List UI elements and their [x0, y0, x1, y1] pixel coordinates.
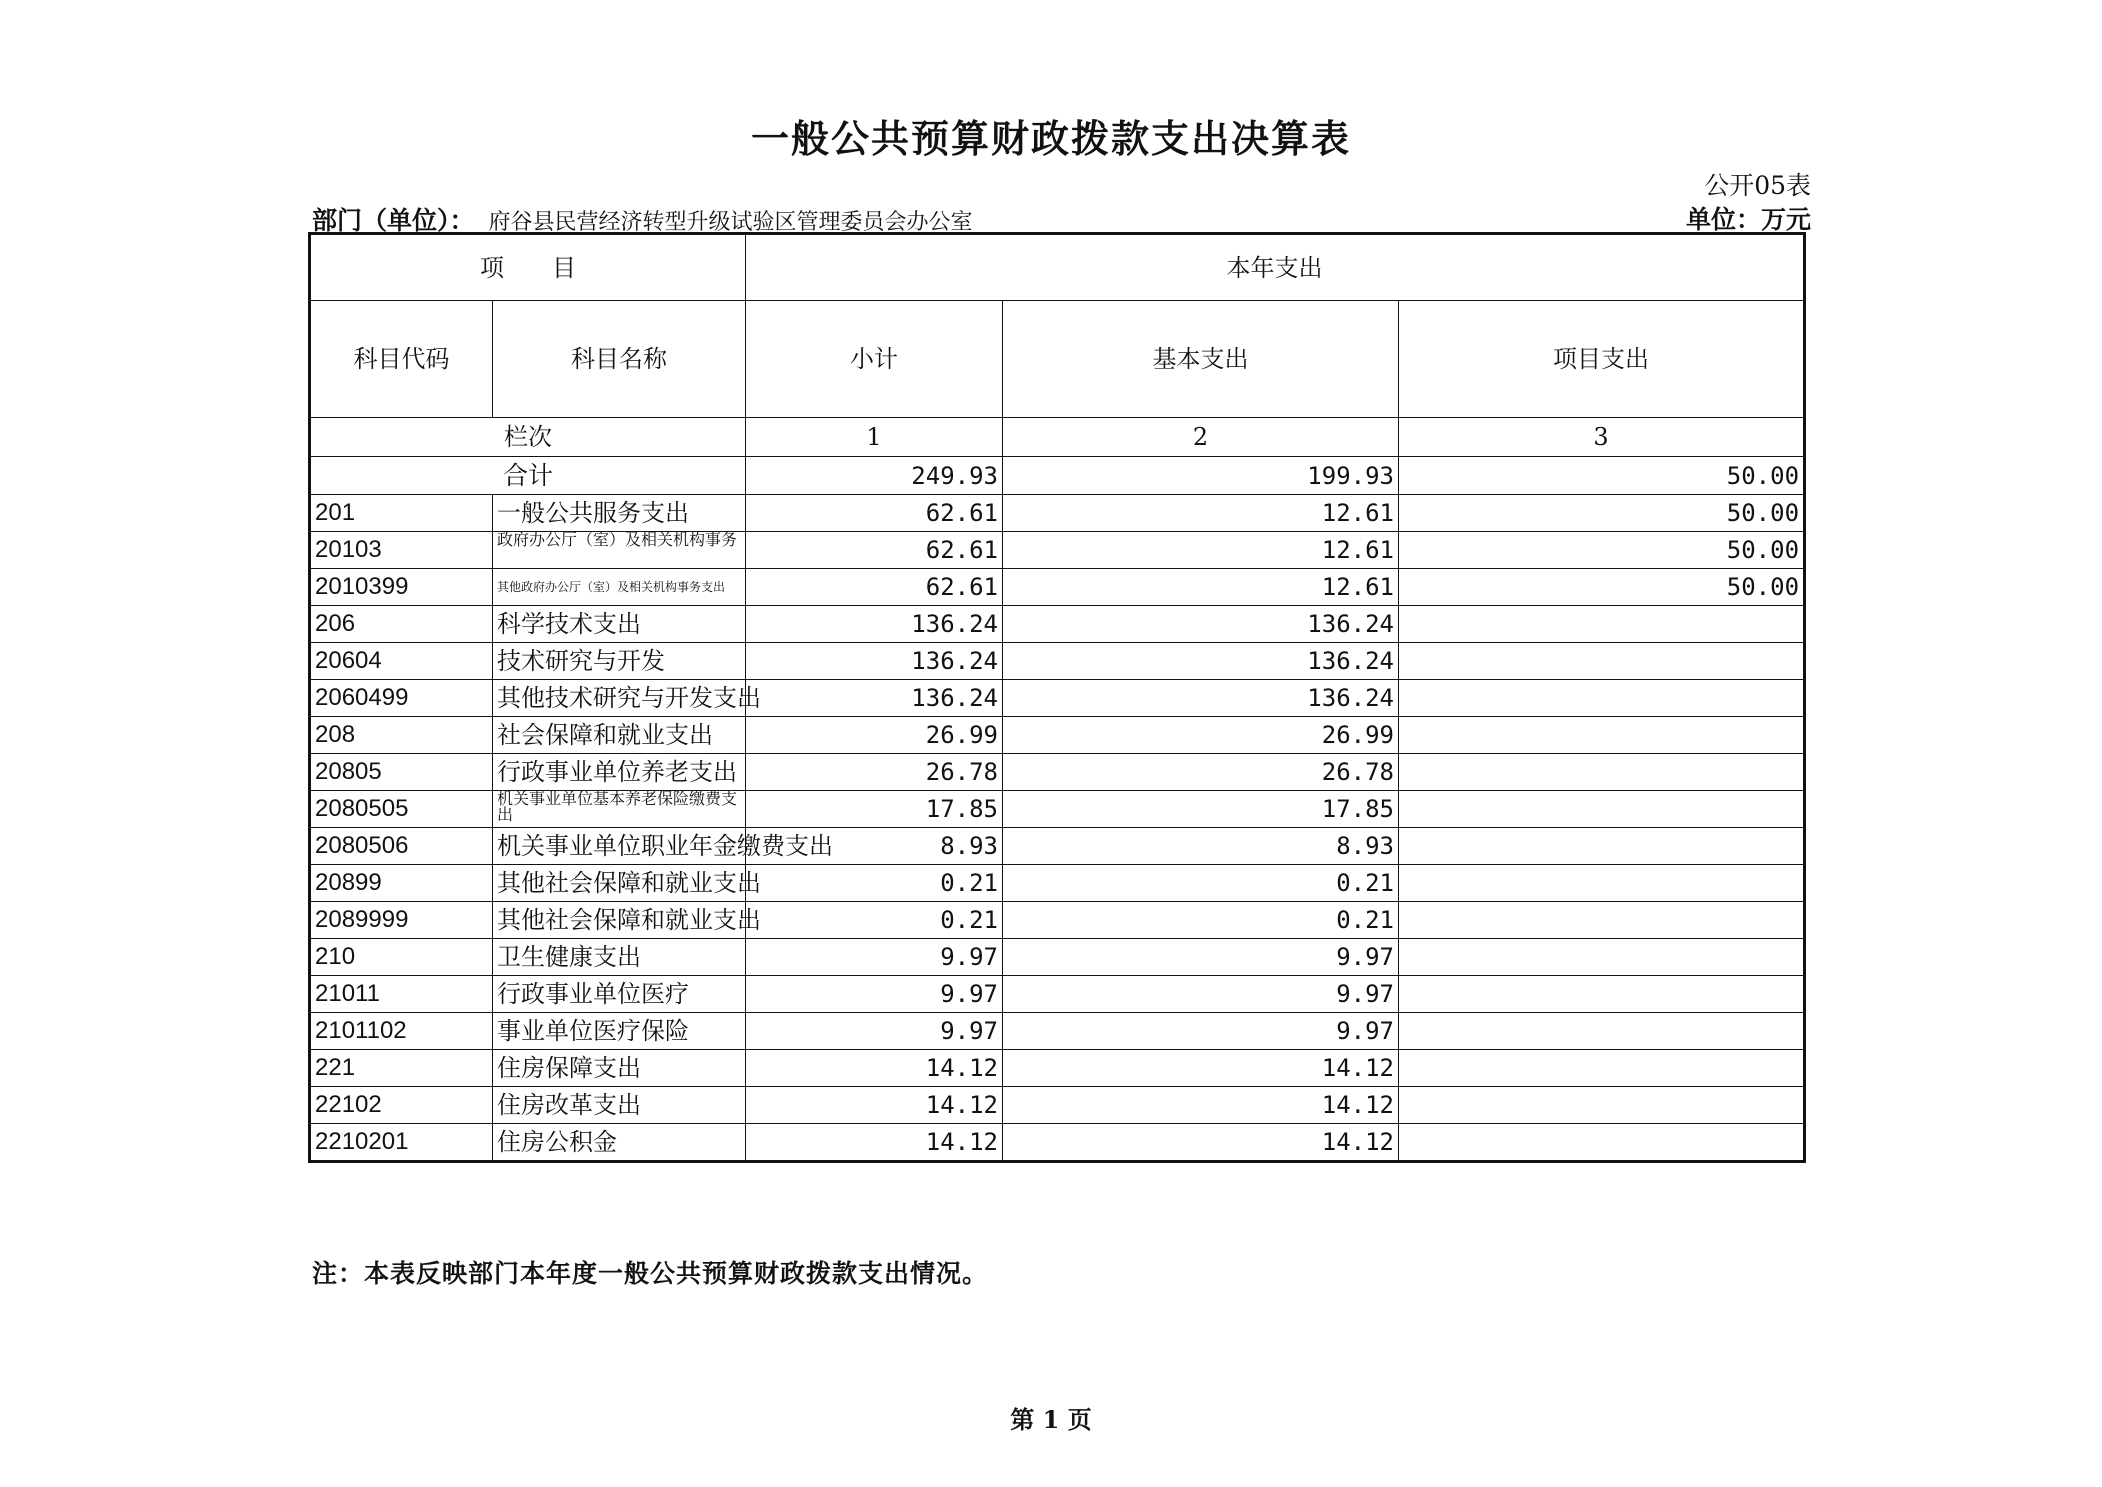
row-subtotal: 136.24	[746, 643, 1003, 680]
department-label: 部门（单位）：	[312, 206, 475, 235]
row-name: 其他技术研究与开发支出	[493, 680, 746, 717]
row-basic: 8.93	[1003, 828, 1399, 865]
row-project	[1399, 643, 1805, 680]
row-code: 20604	[310, 643, 493, 680]
row-project	[1399, 606, 1805, 643]
row-name: 其他政府办公厅（室）及相关机构事务支出	[493, 569, 746, 606]
footnote: 注：本表反映部门本年度一般公共预算财政拨款支出情况。	[312, 1259, 989, 1288]
row-code: 208	[310, 717, 493, 754]
row-basic: 12.61	[1003, 495, 1399, 532]
document-title: 一般公共预算财政拨款支出决算表	[750, 116, 1351, 161]
row-basic: 9.97	[1003, 939, 1399, 976]
total-row	[310, 457, 1805, 495]
row-code: 2010399	[310, 569, 493, 606]
row-basic: 12.61	[1003, 532, 1399, 569]
form-number: 公开05表	[1704, 171, 1811, 200]
column-header-project: 项目支出	[1399, 301, 1805, 418]
row-name: 机关事业单位职业年金缴费支出	[493, 828, 746, 865]
row-basic: 136.24	[1003, 680, 1399, 717]
department-name: 府谷县民营经济转型升级试验区管理委员会办公室	[488, 210, 973, 235]
row-code: 20805	[310, 754, 493, 791]
row-basic: 17.85	[1003, 791, 1399, 828]
row-name: 住房保障支出	[493, 1050, 746, 1087]
table-row	[310, 1050, 1805, 1087]
row-subtotal: 0.21	[746, 865, 1003, 902]
row-code: 210	[310, 939, 493, 976]
header-row-top	[310, 234, 1805, 301]
table-row	[310, 1013, 1805, 1050]
row-name: 卫生健康支出	[493, 939, 746, 976]
row-basic: 14.12	[1003, 1087, 1399, 1124]
row-basic: 0.21	[1003, 902, 1399, 939]
row-subtotal: 26.78	[746, 754, 1003, 791]
row-code: 2080506	[310, 828, 493, 865]
table-row	[310, 754, 1805, 791]
table-row	[310, 569, 1805, 606]
row-project	[1399, 976, 1805, 1013]
row-subtotal: 9.97	[746, 1013, 1003, 1050]
column-header-name: 科目名称	[493, 301, 746, 418]
row-subtotal: 62.61	[746, 532, 1003, 569]
row-project	[1399, 680, 1805, 717]
row-project	[1399, 717, 1805, 754]
row-code: 2060499	[310, 680, 493, 717]
table-row	[310, 1087, 1805, 1124]
row-subtotal: 136.24	[746, 680, 1003, 717]
table-row	[310, 939, 1805, 976]
total-label: 合计	[310, 457, 746, 495]
row-name: 其他社会保障和就业支出	[493, 865, 746, 902]
row-code: 21011	[310, 976, 493, 1013]
row-name: 科学技术支出	[493, 606, 746, 643]
row-code: 2080505	[310, 791, 493, 828]
row-basic: 136.24	[1003, 643, 1399, 680]
row-basic: 9.97	[1003, 1013, 1399, 1050]
row-name: 行政事业单位养老支出	[493, 754, 746, 791]
row-basic: 0.21	[1003, 865, 1399, 902]
total-basic: 199.93	[1003, 457, 1399, 495]
row-subtotal: 14.12	[746, 1087, 1003, 1124]
expenditure-table	[308, 232, 1806, 1163]
row-subtotal: 9.97	[746, 939, 1003, 976]
row-basic: 26.99	[1003, 717, 1399, 754]
row-code: 206	[310, 606, 493, 643]
table-row	[310, 680, 1805, 717]
row-code: 20899	[310, 865, 493, 902]
row-subtotal: 17.85	[746, 791, 1003, 828]
column-header-code: 科目代码	[310, 301, 493, 418]
row-subtotal: 9.97	[746, 976, 1003, 1013]
row-project: 50.00	[1399, 495, 1805, 532]
row-project	[1399, 791, 1805, 828]
row-project	[1399, 1087, 1805, 1124]
column-order-label: 栏次	[310, 418, 746, 457]
table-row	[310, 717, 1805, 754]
row-code: 2210201	[310, 1124, 493, 1162]
table-row	[310, 791, 1805, 828]
row-basic: 9.97	[1003, 976, 1399, 1013]
row-name: 政府办公厅（室）及相关机构事务	[493, 532, 746, 569]
row-subtotal: 8.93	[746, 828, 1003, 865]
row-name: 社会保障和就业支出	[493, 717, 746, 754]
row-project	[1399, 1050, 1805, 1087]
row-name: 一般公共服务支出	[493, 495, 746, 532]
column-order-2: 2	[1003, 418, 1399, 457]
row-basic: 14.12	[1003, 1050, 1399, 1087]
table-row	[310, 643, 1805, 680]
table-row	[310, 532, 1805, 569]
row-project	[1399, 939, 1805, 976]
row-basic: 12.61	[1003, 569, 1399, 606]
row-basic: 26.78	[1003, 754, 1399, 791]
unit-label: 单位：万元	[1685, 205, 1811, 234]
column-order-3: 3	[1399, 418, 1805, 457]
row-name: 行政事业单位医疗	[493, 976, 746, 1013]
total-project: 50.00	[1399, 457, 1805, 495]
total-subtotal: 249.93	[746, 457, 1003, 495]
table-row	[310, 828, 1805, 865]
row-code: 2101102	[310, 1013, 493, 1050]
row-project: 50.00	[1399, 569, 1805, 606]
column-order-row	[310, 418, 1805, 457]
row-basic: 14.12	[1003, 1124, 1399, 1162]
table-row	[310, 976, 1805, 1013]
row-subtotal: 136.24	[746, 606, 1003, 643]
column-order-1: 1	[746, 418, 1003, 457]
page-number: 第 1 页	[1010, 1405, 1092, 1434]
row-subtotal: 14.12	[746, 1124, 1003, 1162]
row-project	[1399, 754, 1805, 791]
row-subtotal: 62.61	[746, 495, 1003, 532]
row-name: 机关事业单位基本养老保险缴费支出	[493, 791, 746, 828]
row-project	[1399, 1013, 1805, 1050]
header-row-columns	[310, 301, 1805, 418]
table-row	[310, 606, 1805, 643]
column-header-basic: 基本支出	[1003, 301, 1399, 418]
row-code: 201	[310, 495, 493, 532]
row-subtotal: 62.61	[746, 569, 1003, 606]
table-row	[310, 495, 1805, 532]
row-project	[1399, 828, 1805, 865]
row-project	[1399, 1124, 1805, 1162]
row-code: 22102	[310, 1087, 493, 1124]
column-header-subtotal: 小计	[746, 301, 1003, 418]
row-project	[1399, 902, 1805, 939]
row-name: 事业单位医疗保险	[493, 1013, 746, 1050]
row-subtotal: 0.21	[746, 902, 1003, 939]
row-name: 其他社会保障和就业支出	[493, 902, 746, 939]
header-year-expenditure: 本年支出	[746, 234, 1805, 301]
row-project: 50.00	[1399, 532, 1805, 569]
row-name: 技术研究与开发	[493, 643, 746, 680]
table-row	[310, 865, 1805, 902]
table-row	[310, 1124, 1805, 1162]
row-subtotal: 26.99	[746, 717, 1003, 754]
row-name: 住房公积金	[493, 1124, 746, 1162]
row-subtotal: 14.12	[746, 1050, 1003, 1087]
table-row	[310, 902, 1805, 939]
row-code: 2089999	[310, 902, 493, 939]
row-project	[1399, 865, 1805, 902]
header-item: 项 目	[310, 234, 746, 301]
row-code: 221	[310, 1050, 493, 1087]
row-basic: 136.24	[1003, 606, 1399, 643]
row-code: 20103	[310, 532, 493, 569]
row-name: 住房改革支出	[493, 1087, 746, 1124]
